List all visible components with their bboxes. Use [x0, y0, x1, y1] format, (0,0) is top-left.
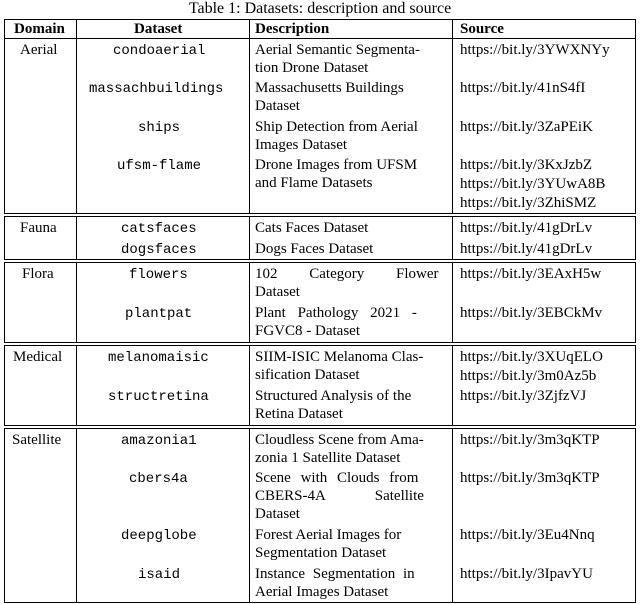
domain-fauna: Fauna	[20, 220, 57, 236]
header-rule	[4, 38, 636, 39]
vertical-rule	[76, 345, 77, 426]
dataset-isaid: isaid	[138, 567, 181, 583]
vertical-rule	[4, 345, 5, 426]
dataset-plantpat: plantpat	[125, 306, 193, 322]
vertical-rule	[635, 262, 636, 343]
desc-isaid: Instance Segmentation in Aerial Images Dataset	[255, 566, 415, 600]
group-rule	[4, 262, 636, 263]
vertical-rule	[76, 19, 77, 214]
source-link[interactable]: https://bit.ly/3IpavYU	[460, 566, 593, 582]
dataset-amazonia1: amazonia1	[121, 433, 197, 449]
group-rule	[4, 342, 636, 343]
desc-melanomaisic: SIIM-ISIC Melanoma Clas- sification Dataset	[255, 349, 424, 383]
desc-dogsfaces: Dogs Faces Dataset	[255, 241, 374, 257]
vertical-rule	[452, 216, 453, 260]
vertical-rule	[4, 428, 5, 603]
vertical-rule	[452, 262, 453, 343]
dataset-flowers: flowers	[129, 267, 188, 283]
source-link[interactable]: https://bit.ly/3EBCkMv	[460, 305, 603, 321]
source-link[interactable]: https://bit.ly/3m0Az5b	[460, 368, 597, 384]
vertical-rule	[635, 428, 636, 603]
desc-ships: Ship Detection from Aerial Images Dataset	[255, 119, 418, 153]
header-domain: Domain	[14, 21, 65, 37]
desc-cbers4a: Scene with Clouds from CBERS-4A Satellite Dataset	[255, 470, 424, 522]
dataset-deepglobe: deepglobe	[121, 528, 197, 544]
group-rule	[4, 259, 636, 260]
vertical-rule	[249, 216, 250, 260]
vertical-rule	[76, 428, 77, 603]
vertical-rule	[4, 19, 5, 214]
vertical-rule	[4, 216, 5, 260]
desc-plantpat: Plant Pathology 2021 - FGVC8 - Dataset	[255, 305, 417, 339]
source-link[interactable]: https://bit.ly/3EAxH5w	[460, 266, 602, 282]
vertical-rule	[452, 345, 453, 426]
dataset-ships: ships	[138, 120, 181, 136]
vertical-rule	[249, 428, 250, 603]
header-dataset: Dataset	[134, 21, 183, 37]
vertical-rule	[452, 19, 453, 214]
desc-catsfaces: Cats Faces Dataset	[255, 220, 369, 236]
table-caption: Table 1: Datasets: description and source	[188, 0, 452, 17]
source-link[interactable]: https://bit.ly/3ZjfzVJ	[460, 388, 587, 404]
vertical-rule	[635, 345, 636, 426]
group-rule	[4, 425, 636, 426]
desc-amazonia1: Cloudless Scene from Ama- zonia 1 Satellite Dataset	[255, 432, 424, 466]
source-link[interactable]: https://bit.ly/3ZhiSMZ	[460, 195, 597, 211]
source-link[interactable]: https://bit.ly/3KxJzbZ	[460, 157, 593, 173]
desc-condoaerial: Aerial Semantic Segmenta- tion Drone Dataset	[255, 42, 420, 76]
group-rule	[4, 345, 636, 346]
dataset-structretina: structretina	[108, 389, 209, 405]
domain-satellite: Satellite	[12, 432, 62, 448]
dataset-cbers4a: cbers4a	[129, 471, 188, 487]
vertical-rule	[249, 19, 250, 214]
source-link[interactable]: https://bit.ly/3Eu4Nnq	[460, 527, 595, 543]
source-link[interactable]: https://bit.ly/41gDrLv	[460, 241, 593, 257]
dataset-massachbuildings: massachbuildings	[89, 81, 224, 97]
domain-aerial: Aerial	[20, 42, 58, 58]
desc-massachbuildings: Massachusetts Buildings Dataset	[255, 80, 404, 114]
desc-structretina: Structured Analysis of the Retina Dataset	[255, 388, 412, 422]
desc-flowers: 102 Category Flower Dataset	[255, 266, 439, 300]
vertical-rule	[76, 262, 77, 343]
dataset-melanomaisic: melanomaisic	[108, 350, 209, 366]
source-link[interactable]: https://bit.ly/3m3qKTP	[460, 470, 600, 486]
source-link[interactable]: https://bit.ly/3XUqELO	[460, 349, 603, 365]
dataset-ufsm-flame: ufsm-flame	[117, 158, 202, 174]
source-link[interactable]: https://bit.ly/3m3qKTP	[460, 432, 600, 448]
source-link[interactable]: https://bit.ly/3YWXNYy	[460, 42, 610, 58]
vertical-rule	[249, 262, 250, 343]
domain-flora: Flora	[22, 266, 54, 282]
vertical-rule	[4, 262, 5, 343]
vertical-rule	[452, 428, 453, 603]
dataset-dogsfaces: dogsfaces	[121, 242, 197, 258]
group-rule	[4, 428, 636, 429]
bottom-rule	[4, 602, 636, 603]
vertical-rule	[249, 345, 250, 426]
source-link[interactable]: https://bit.ly/41nS4fI	[460, 80, 586, 96]
source-link[interactable]: https://bit.ly/3ZaPEiK	[460, 119, 593, 135]
header-description: Description	[255, 21, 330, 37]
dataset-catsfaces: catsfaces	[121, 221, 197, 237]
domain-medical: Medical	[13, 349, 63, 365]
header-source: Source	[460, 21, 504, 37]
source-link[interactable]: https://bit.ly/41gDrLv	[460, 220, 593, 236]
source-link[interactable]: https://bit.ly/3YUwA8B	[460, 176, 606, 192]
vertical-rule	[635, 19, 636, 214]
group-rule	[4, 216, 636, 217]
dataset-condoaerial: condoaerial	[113, 43, 206, 59]
vertical-rule	[635, 216, 636, 260]
desc-deepglobe: Forest Aerial Images for Segmentation Dataset	[255, 527, 402, 561]
group-rule	[4, 213, 636, 214]
vertical-rule	[76, 216, 77, 260]
desc-ufsm-flame: Drone Images from UFSM and Flame Datasets	[255, 157, 418, 191]
